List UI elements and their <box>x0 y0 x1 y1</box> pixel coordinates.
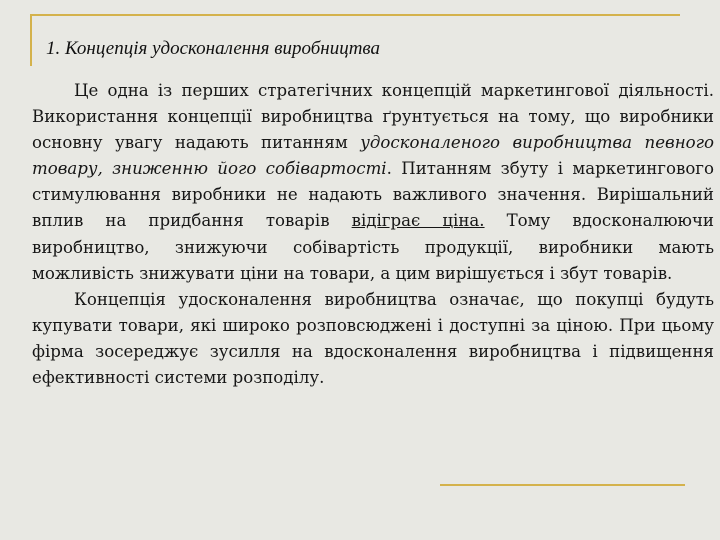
paragraph-1 <box>32 78 714 287</box>
paragraph-1-text-b: . Питанням збуту і маркетингового стимулювання виробники не надають важливого значення. Вирішальний вплив на придбання товарів <box>32 159 714 231</box>
slide-body <box>32 78 714 391</box>
bottom-accent-rule <box>440 484 685 486</box>
paragraph-2: Концепція удосконалення виробництва означає, що покупці будуть купувати товари, які широко розповсюджені і доступні за ціною. При цьому фірма зосереджує зусилля на вдосконалення виробництва і підвищення ефективності системи розподілу. <box>32 289 714 388</box>
top-accent-rule <box>30 14 680 16</box>
slide-title: 1. Концепція удосконалення виробництва <box>46 38 381 59</box>
paragraph-1-text-c: Тому вдосконалюючи виробництво, знижуючи собівартість продукції, виробники мають можливість знижувати ціни на товари, а цим вирішується і збут товарів. <box>32 211 714 283</box>
left-accent-rule <box>30 14 32 66</box>
paragraph-1-underlined: відіграє ціна. <box>351 211 485 231</box>
paragraph-1-text-a: Це одна із перших стратегічних концепцій маркетингової діяльності. Використання концепції виробництва ґрунтується на тому, що виробники основну увагу надають питанням <box>32 81 714 153</box>
paragraph-1-emphasis: удосконаленого виробництва певного товару, зниженню його собівартості <box>32 133 714 179</box>
